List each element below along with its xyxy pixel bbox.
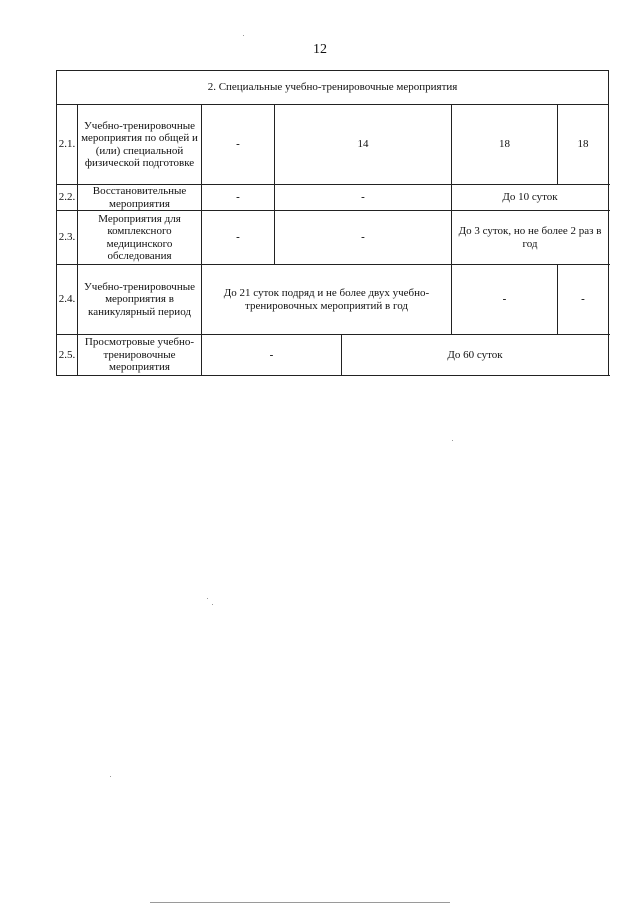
value-cell: -	[202, 185, 275, 211]
value-cell: До 10 суток	[452, 185, 609, 211]
page-number: 12	[313, 42, 327, 57]
row-number: 2.2.	[57, 185, 78, 211]
value-cell: -	[452, 265, 558, 335]
value-cell: 18	[558, 105, 609, 185]
event-name: Просмотровые учебно-тренировочные мероприятия	[78, 335, 202, 376]
scan-speck	[212, 604, 213, 605]
scan-speck	[452, 440, 453, 441]
value-cell: До 60 суток	[342, 335, 609, 376]
table-row	[57, 105, 609, 185]
table-row	[57, 335, 609, 376]
event-name: Восстановительные мероприятия	[78, 185, 202, 211]
value-cell: -	[275, 185, 452, 211]
value-cell: 14	[275, 105, 452, 185]
scan-speck	[207, 598, 208, 599]
table-row	[57, 185, 609, 211]
value-cell: -	[202, 211, 275, 265]
scan-edge	[150, 902, 450, 903]
scan-speck	[243, 35, 244, 36]
row-number: 2.1.	[57, 105, 78, 185]
value-cell: -	[202, 105, 275, 185]
scan-speck	[110, 776, 111, 777]
table-row	[57, 265, 609, 335]
row-number: 2.4.	[57, 265, 78, 335]
section-title: 2. Специальные учебно-тренировочные мероприятия	[57, 71, 609, 105]
table-row	[57, 211, 609, 265]
section-header-row	[57, 71, 609, 105]
value-cell: -	[558, 265, 609, 335]
event-name: Мероприятия для комплексного медицинского обследования	[78, 211, 202, 265]
value-cell: 18	[452, 105, 558, 185]
training-events-table	[56, 70, 609, 376]
event-name: Учебно-тренировочные мероприятия по общей и (или) специальной физической подготовке	[78, 105, 202, 185]
event-name: Учебно-тренировочные мероприятия в каникулярный период	[78, 265, 202, 335]
value-cell: -	[275, 211, 452, 265]
value-cell: -	[202, 335, 342, 376]
value-cell: До 21 суток подряд и не более двух учебно-тренировочных мероприятий в год	[202, 265, 452, 335]
row-number: 2.5.	[57, 335, 78, 376]
row-number: 2.3.	[57, 211, 78, 265]
value-cell: До 3 суток, но не более 2 раз в год	[452, 211, 609, 265]
